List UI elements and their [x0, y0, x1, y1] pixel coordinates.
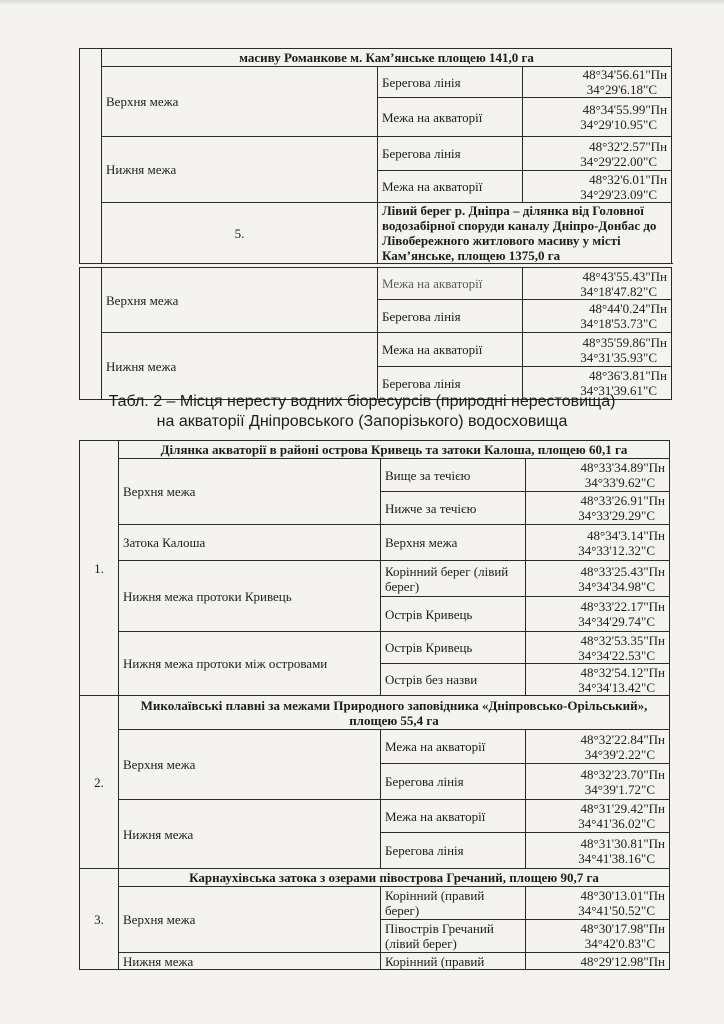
- boundary-label: Нижня межа: [102, 137, 378, 203]
- boundary-label: Затока Калоша: [119, 525, 381, 561]
- table-row: [80, 869, 670, 887]
- section-title: Лівий берег р. Дніпра – ділянка від Головної водозабірної споруди каналу Дніпро-Донбас до Лівобережного житлового масиву у місті Кам’янське, площею 1375,0 га: [378, 203, 672, 264]
- point-name: Межа на акваторії: [381, 800, 526, 833]
- point-name: Нижче за течією: [381, 492, 526, 525]
- point-name: Берегова лінія: [381, 833, 526, 869]
- point-name: Межа на акваторії: [381, 730, 526, 764]
- table-row: [80, 561, 670, 597]
- longitude: 34°29'22.00"С: [580, 153, 658, 169]
- point-name: Берегова лінія: [378, 367, 523, 400]
- longitude: 34°39'1.72"С: [584, 781, 655, 797]
- point-name: Межа на акваторії: [378, 333, 523, 367]
- section-number: 3.: [80, 869, 119, 970]
- coordinate-cell: [526, 833, 670, 869]
- longitude: 34°42'0.83"С: [584, 936, 655, 951]
- point-name: Острів Кривець: [381, 632, 526, 664]
- coordinate-cell: [526, 664, 670, 696]
- boundary-label: Верхня межа: [102, 268, 378, 333]
- section-title: Ділянка акваторії в районі острова Кривець та затоки Калоша, площею 60,1 га: [119, 441, 670, 459]
- coordinates-table-1: [79, 48, 672, 264]
- table-row: [80, 459, 670, 492]
- longitude: 34°33'12.32"С: [578, 542, 655, 558]
- coordinate-cell: [526, 525, 670, 561]
- latitude: 48°32'22.84"Пн: [580, 731, 665, 747]
- point-name: Берегова лінія: [378, 300, 523, 333]
- latitude: 48°35'59.86"Пн: [582, 334, 667, 350]
- coordinate-cell: [526, 492, 670, 525]
- longitude: 34°41'38.16"С: [578, 850, 655, 866]
- coordinate-cell: [526, 920, 670, 953]
- longitude: 34°18'53.73"С: [580, 316, 657, 331]
- point-name: Межа на акваторії: [378, 171, 523, 203]
- point-name: Межа на акваторії: [378, 268, 523, 300]
- boundary-label: Верхня межа: [119, 887, 381, 953]
- coordinate-cell: [526, 632, 670, 664]
- table-row: [80, 730, 670, 764]
- latitude: 48°34'3.14"Пн: [587, 527, 665, 543]
- table-row: [80, 268, 672, 300]
- boundary-label: Верхня межа: [119, 459, 381, 525]
- boundary-label: Нижня межа протоки Кривець: [119, 561, 381, 632]
- coordinate-cell: [526, 730, 670, 764]
- latitude: 48°34'56.61"Пн: [582, 67, 668, 82]
- longitude: 34°34'29.74"С: [578, 614, 655, 629]
- longitude: 34°18'47.82"С: [580, 283, 657, 299]
- section-number-cell: [80, 268, 102, 400]
- point-name: Берегова лінія: [378, 137, 523, 171]
- boundary-label: Верхня межа: [119, 730, 381, 800]
- longitude: 34°41'36.02"С: [578, 816, 655, 831]
- caption-line-2: на акваторії Дніпровського (Запорізького) водосховища: [156, 413, 568, 430]
- coordinates-table-1-section-5: [79, 267, 672, 400]
- section-title: масиву Романкове м. Кам’янське площею 141,0 га: [102, 49, 672, 67]
- longitude: 34°31'39.61"С: [580, 383, 657, 398]
- latitude: 48°31'29.42"Пн: [580, 801, 665, 816]
- latitude: 48°32'2.57"Пн: [589, 138, 668, 154]
- boundary-label: Нижня межа протоки між островами: [119, 632, 381, 696]
- latitude: 48°32'23.70"Пн: [580, 766, 665, 782]
- spawning-grounds-table: [79, 440, 670, 970]
- longitude: 34°34'34.98"С: [578, 578, 655, 594]
- section-number: 5.: [102, 203, 378, 264]
- longitude: 34°29'23.09"С: [580, 186, 658, 202]
- latitude: 48°36'3.81"Пн: [589, 368, 667, 383]
- latitude: 48°33'22.17"Пн: [580, 599, 665, 614]
- point-name: Корінний берег (лівий берег): [381, 561, 526, 597]
- longitude: 34°33'9.62"С: [584, 475, 655, 490]
- table-row: [80, 203, 672, 264]
- table-row: [80, 632, 670, 664]
- coordinate-cell: [523, 171, 672, 203]
- table-row: [80, 49, 672, 67]
- coordinate-cell: [523, 333, 672, 367]
- coordinate-cell: [523, 268, 672, 300]
- longitude: 34°39'2.22"С: [584, 746, 655, 762]
- section-number: 2.: [80, 696, 119, 869]
- table-row: [80, 137, 672, 171]
- latitude: 48°33'34.89"Пн: [580, 460, 665, 475]
- scan-top-edge: [0, 0, 724, 6]
- section-title: Миколаївські плавні за межами Природного заповідника «Дніпровсько-Орільський», площею 55,4 га: [119, 696, 670, 730]
- latitude: 48°29'12.98"Пн: [580, 953, 665, 969]
- latitude: 48°44'0.24"Пн: [589, 301, 667, 316]
- point-name: Корінний (правий: [381, 953, 526, 970]
- coordinate-cell: [526, 561, 670, 597]
- coordinate-cell: [526, 800, 670, 833]
- latitude: 48°32'54.12"Пн: [580, 664, 665, 680]
- point-name: Острів без назви: [381, 664, 526, 696]
- table-row: [80, 525, 670, 561]
- longitude: 34°29'6.18"С: [586, 82, 658, 97]
- point-name: Півострів Гречаний (лівий берег): [381, 920, 526, 953]
- point-name: Острів Кривець: [381, 597, 526, 632]
- table-row: [80, 887, 670, 920]
- latitude: 48°31'30.81"Пн: [580, 835, 665, 851]
- table-row: [80, 67, 672, 98]
- point-name: Вище за течією: [381, 459, 526, 492]
- latitude: 48°32'6.01"Пн: [589, 171, 668, 187]
- latitude: 48°43'55.43"Пн: [582, 268, 667, 284]
- section-number-cell: [80, 49, 102, 264]
- point-name: Межа на акваторії: [378, 98, 523, 137]
- coordinate-cell: [526, 459, 670, 492]
- table-row: [80, 696, 670, 730]
- coordinate-cell: [526, 953, 670, 970]
- table-row: [80, 333, 672, 367]
- longitude: 34°33'29.29"С: [578, 508, 655, 523]
- boundary-label: Нижня межа: [102, 333, 378, 400]
- coordinate-cell: [526, 764, 670, 800]
- section-title: Карнаухівська затока з озерами півострова Гречаний, площею 90,7 га: [119, 869, 670, 887]
- longitude: 34°29'10.95"С: [580, 117, 658, 132]
- longitude: 34°31'35.93"С: [580, 349, 657, 365]
- latitude: 48°30'17.98"Пн: [580, 921, 665, 936]
- point-name: Берегова лінія: [378, 67, 523, 98]
- table-2-caption: [0, 392, 724, 432]
- point-name: Верхня межа: [381, 525, 526, 561]
- coordinate-cell: [523, 300, 672, 333]
- boundary-label: Нижня межа: [119, 953, 381, 970]
- boundary-label: Верхня межа: [102, 67, 378, 137]
- caption-line-1: Табл. 2 – Місця нересту водних біоресурсів (природні нерестовища): [108, 393, 616, 410]
- table-row: [80, 800, 670, 833]
- point-name: Корінний (правий берег): [381, 887, 526, 920]
- boundary-label: Нижня межа: [119, 800, 381, 869]
- section-number: 1.: [80, 441, 119, 696]
- coordinate-cell: [523, 98, 672, 137]
- coordinate-cell: [523, 67, 672, 98]
- coordinate-cell: [523, 137, 672, 171]
- latitude: 48°32'53.35"Пн: [580, 632, 665, 648]
- longitude: 34°41'50.52"С: [578, 903, 655, 918]
- coordinate-cell: [526, 887, 670, 920]
- latitude: 48°30'13.01"Пн: [580, 888, 665, 903]
- point-name: Берегова лінія: [381, 764, 526, 800]
- latitude: 48°33'25.43"Пн: [580, 563, 665, 579]
- longitude: 34°34'13.42"С: [578, 679, 655, 695]
- table-row: [80, 441, 670, 459]
- latitude: 48°33'26.91"Пн: [580, 493, 665, 508]
- table-row: [80, 953, 670, 970]
- longitude: 34°34'22.53"С: [578, 647, 655, 663]
- latitude: 48°34'55.99"Пн: [582, 102, 668, 117]
- coordinate-cell: [526, 597, 670, 632]
